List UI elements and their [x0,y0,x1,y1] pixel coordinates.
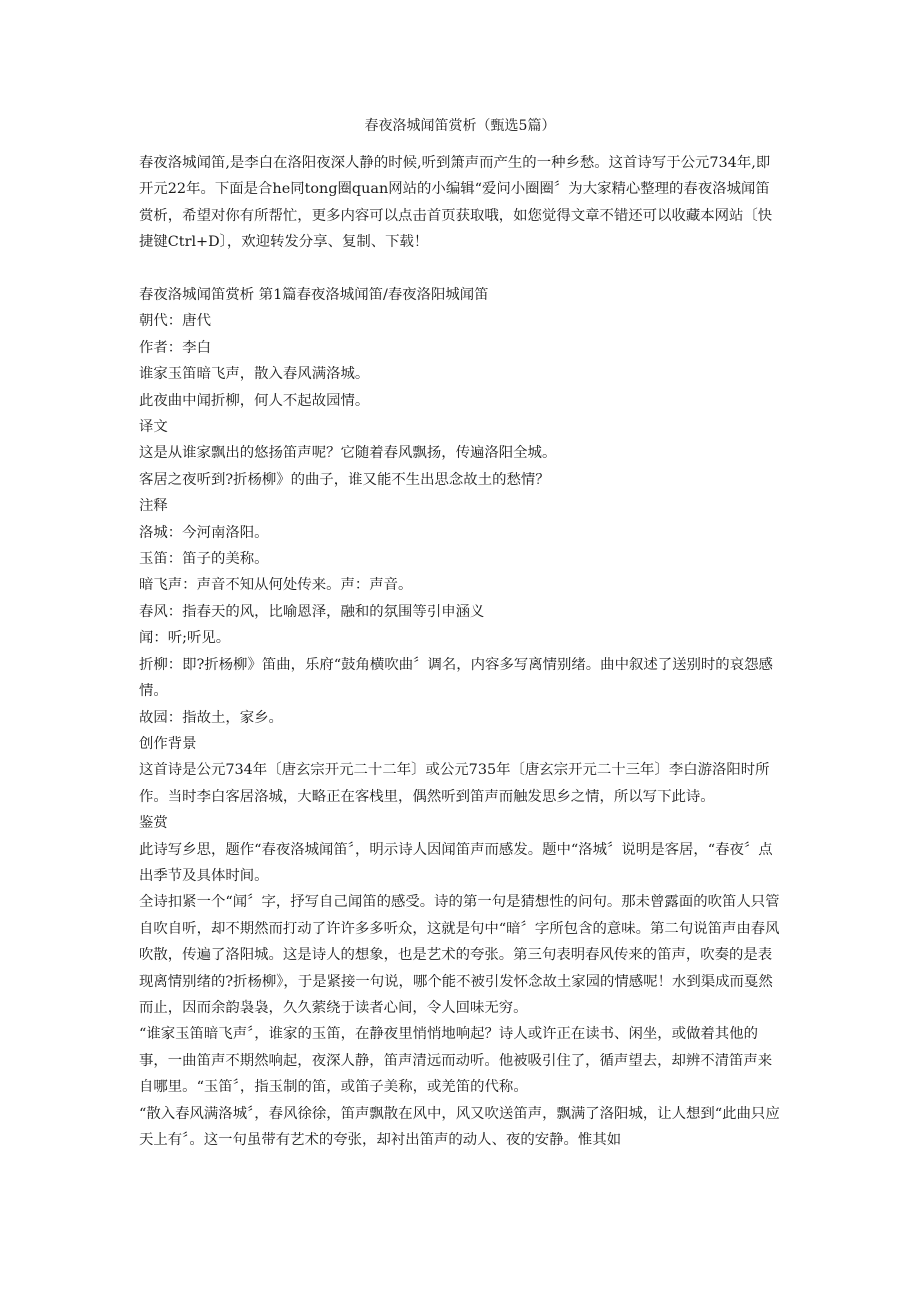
background-heading: 创作背景 [139,735,197,752]
appreciation-paragraph: 全诗扣紧一个“闻〞字，抒写自己闻笛的感受。诗的第一句是猜想性的问句。那未曾露面的吹笛人只管自吹自听，却不期然而打动了许许多多听众，这就是句中“暗〞字所包含的意味。第二句说笛声由春风吹散，传遍了洛阳城。这是诗人的想象，也是艺术的夸张。第三句表明春风传来的笛声，吹奏的是表现离情别绪的?折杨柳》，于是紧接一句说，哪个能不被引发怀念故土家园的情感呢！水到渠成而戛然而止，因而余韵袅袅，久久萦绕于读者心间，令人回味无穷。 [139,894,780,1016]
document-title: 春夜洛城闻笛赏析（甄选5篇） [364,118,556,134]
note-line: 暗飞声：声音不知从何处传来。声：声音。 [139,577,413,594]
intro-paragraph: 春夜洛城闻笛,是李白在洛阳夜深人静的时候,听到箫声而产生的一种乡愁。这首诗写于公元734年,即开元22年。下面是合he同tong圈quan网站的小编辑“爱问小圈圈〞为大家精心整理的春夜洛城闻笛赏析，希望对你有所帮忙，更多内容可以点击首页获取哦，如您觉得文章不错还可以收藏本网站〔快捷键Ctrl+D〕，欢迎转发分享、复制、下载！ [139,155,773,251]
background-paragraph: 这首诗是公元734年〔唐玄宗开元二十二年〕或公元735年〔唐玄宗开元二十三年〕李白游洛阳时所作。当时李白客居洛城，大略正在客栈里，偶然听到笛声而触发思乡之情，所以写下此诗。 [139,762,770,805]
translation-line: 这是从谁家飘出的悠扬笛声呢？它随着春风飘扬，传遍洛阳全城。 [139,445,557,462]
document-body [139,150,784,1153]
appreciation-paragraph: “散入春风满洛城〞，春风徐徐，笛声飘散在风中，风又吹送笛声，飘满了洛阳城，让人想到“此曲只应天上有〞。这一句虽带有艺术的夸张，却衬出笛声的动人、夜的安静。惟其如 [139,1105,780,1149]
author-line: 作者：李白 [139,339,211,356]
note-line: 洛城：今河南洛阳。 [139,524,269,541]
appreciation-heading: 鉴赏 [139,815,168,832]
note-line: 闻：听;听见。 [139,630,231,647]
paragraph-gap [139,256,784,282]
poem-line: 此夜曲中闻折柳，何人不起故园情。 [139,392,370,409]
notes-heading: 注释 [139,498,168,515]
note-line: 春风：指春天的风，比喻恩泽，融和的氛围等引申涵义 [139,603,485,620]
note-line: 折柳：即?折杨柳》笛曲，乐府“鼓角横吹曲〞调名，内容多写离情别绪。曲中叙述了送别时的哀怨感情。 [139,656,773,700]
translation-line: 客居之夜听到?折杨柳》的曲子，谁又能不生出思念故土的愁情？ [139,471,550,488]
appreciation-paragraph: 此诗写乡思，题作“春夜洛城闻笛〞，明示诗人因闻笛声而感发。题中“洛城〞说明是客居，“春夜〞点出季节及具体时间。 [139,841,773,884]
translation-heading: 译文 [139,419,168,436]
dynasty-line: 朝代：唐代 [139,313,211,330]
note-line: 玉笛：笛子的美称。 [139,551,269,568]
note-line: 故园：指故土，家乡。 [139,709,283,726]
appreciation-paragraph: “谁家玉笛暗飞声〞，谁家的玉笛，在静夜里悄悄地响起？诗人或许正在读书、闲坐，或做着其他的事，一曲笛声不期然响起，夜深人静，笛声清远而动听。他被吸引住了，循声望去，却辨不清笛声来自哪里。“玉笛〞，指玉制的笛，或笛子美称，或羌笛的代称。 [139,1026,773,1096]
poem-line: 谁家玉笛暗飞声，散入春风满洛城。 [139,366,370,383]
section-heading: 春夜洛城闻笛赏析 第1篇春夜洛城闻笛/春夜洛阳城闻笛 [139,287,489,304]
